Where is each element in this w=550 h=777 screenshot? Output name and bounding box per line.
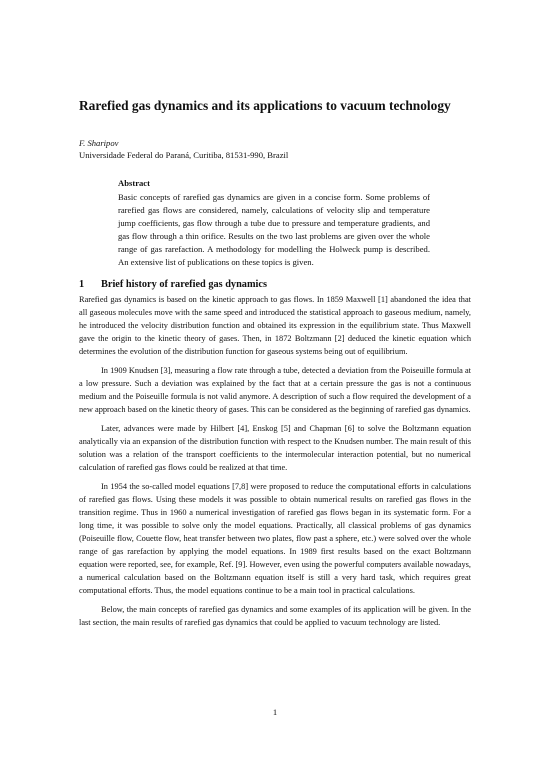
section-heading (79, 279, 479, 290)
author-name: F. Sharipov (79, 138, 119, 148)
section-body (79, 294, 471, 636)
paper-title: Rarefied gas dynamics and its applications to vacuum technology (79, 98, 451, 113)
body-paragraph: Below, the main concepts of rarefied gas dynamics and some examples of its application will be given. In the last section, the main results of rarefied gas dynamics that could be applied to vacuum technology are listed. (79, 604, 471, 627)
body-paragraph: Later, advances were made by Hilbert [4], Enskog [5] and Chapman [6] to solve the Boltzmann equation analytically via an expansion of the distribution function with respect to the Knudsen number. The main result of this solution was a relation of the transport coefficients to the intermolecular interaction potential, but no numerical calculation of rarefied gas flows could be realized at that time. (79, 424, 471, 472)
abstract-heading: Abstract (118, 178, 150, 188)
body-paragraph: In 1954 the so-called model equations [7,8] were proposed to reduce the computational efforts in calculations of rarefied gas flows. Using these models it was possible to obtain numerical results on rarefied gas flows in the transition regime. Thus in 1960 a numerical investigation of rarefied gas flows began in its systematic form. For a long time, it was possible to solve only the model equations. Practically, all classical problems of gas dynamics (Poiseuille flow, Couette flow, heat transfer between two plates, flow past a sphere, etc.) were solved over the whole range of gas rarefaction by applying the model equations. In 1989 first results based on the exact Boltzmann equation were reported, see, for example, Ref. [9]. However, even using the powerful computers available nowadays, a numerical calculation based on the Boltzmann equation itself is still a very hard task, which requires great computational efforts. Thus, the model equations continue to be a main tool in practical calculations. (79, 482, 471, 595)
author-affiliation: Universidade Federal do Paraná, Curitiba, 81531-990, Brazil (79, 150, 289, 160)
page-number: 1 (272, 707, 278, 717)
section-title: Brief history of rarefied gas dynamics (101, 279, 267, 290)
section-number: 1 (79, 279, 85, 290)
abstract-text: Basic concepts of rarefied gas dynamics are given in a concise form. Some problems of rarefied gas flows are considered, namely, calculations of velocity slip and temperature jump coefficients, gas flow through a tube due to pressure and temperature gradients, and gas flow through a thin orifice. Results on the two last problems are given over the whole range of gas rarefaction. A methodology for modelling the Holweck pump is described. An extensive list of publications on these topics is given. (118, 192, 430, 267)
body-paragraph: In 1909 Knudsen [3], measuring a flow rate through a tube, detected a deviation from the Poiseuille formula at a low pressure. Such a deviation was explained by the fact that at a certain pressure the gas is not a continuous medium and the Poiseuille formula is not valid anymore. A description of such a flow required the development of a new approach based on the kinetic theory of gases. This can be considered as the beginning of rarefied gas dynamics. (79, 366, 471, 414)
body-paragraph: Rarefied gas dynamics is based on the kinetic approach to gas flows. In 1859 Maxwell [1] abandoned the idea that all gaseous molecules move with the same speed and introduced the statistical approach to gaseous medium, namely, he introduced the velocity distribution function and obtained its expression in the equilibrium state. Thus Maxwell gave the origin to the kinetic theory of gases. Then, in 1872 Boltzmann [2] deduced the kinetic equation which determines the evolution of the distribution function for gaseous systems being out of equilibrium. (79, 295, 471, 356)
